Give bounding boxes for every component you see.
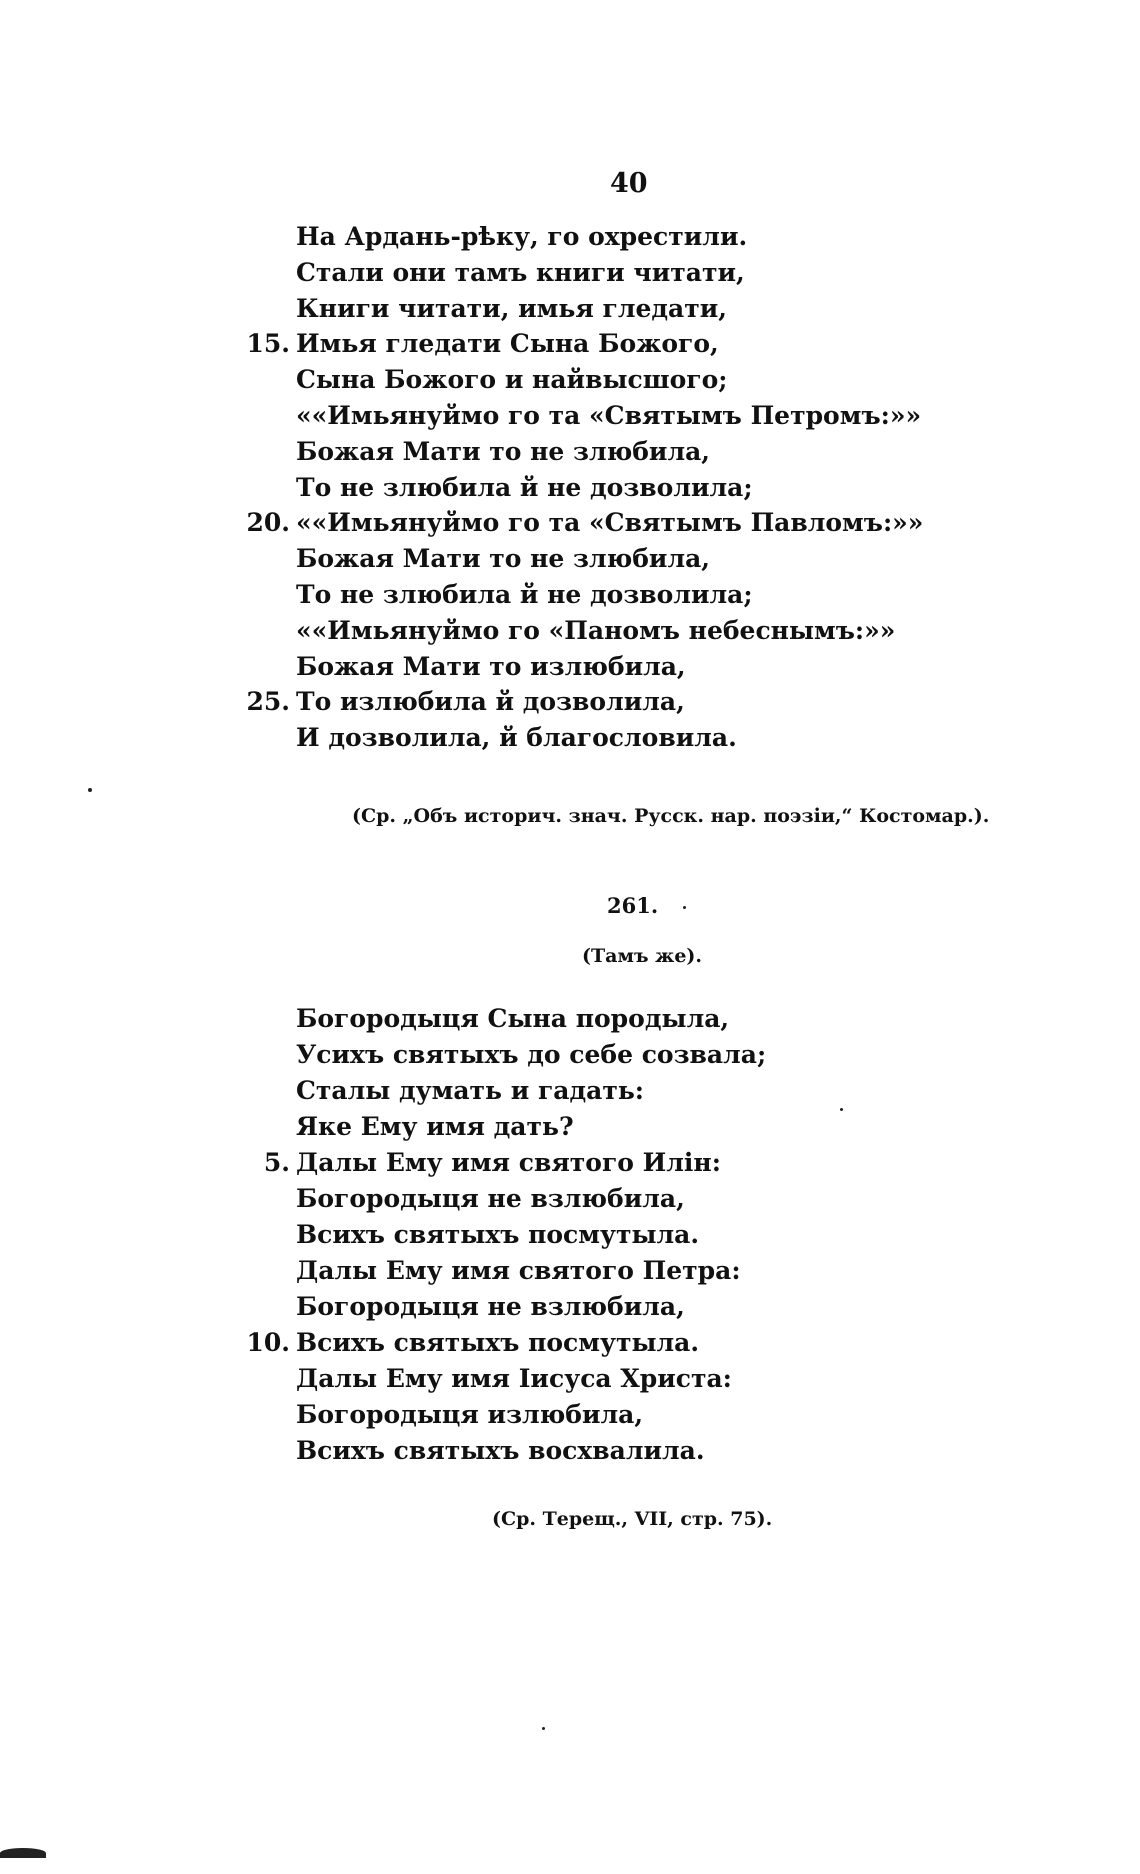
- verse-text: Далы Ему имя святого Илін:: [296, 1148, 721, 1177]
- verse-line: [0, 1076, 1140, 1112]
- scan-speck: [0, 1848, 46, 1858]
- verse-text: Далы Ему имя Іисуса Христа:: [296, 1364, 732, 1393]
- verse-line: [0, 687, 1140, 723]
- verse-line: [0, 1292, 1140, 1328]
- verse-line: [0, 258, 1140, 294]
- scan-speck: [88, 788, 92, 792]
- verse-line: [0, 437, 1140, 473]
- verse-line: [0, 222, 1140, 258]
- verse-text: ««Имьянуймо го та «Святымъ Петромъ:»»: [296, 401, 922, 430]
- verse-text: Далы Ему имя святого Петра:: [296, 1256, 741, 1285]
- verse-text: Богородыця Сына породыла,: [296, 1004, 730, 1033]
- verse-line: [0, 723, 1140, 759]
- verse-line: [0, 294, 1140, 330]
- verse-text: Всихъ святыхъ посмутыла.: [296, 1220, 700, 1249]
- page-number: 40: [610, 168, 648, 199]
- verse-text: Божая Мати то не злюбила,: [296, 436, 711, 466]
- verse-line: [0, 1328, 1140, 1364]
- verse-text: ««Имьянуймо го «Паномъ небеснымъ:»»: [296, 615, 896, 645]
- verse-text: Сталы думать и гадать:: [296, 1076, 645, 1105]
- scan-speck: [840, 1108, 843, 1111]
- verse-text: Божая Мати то не злюбила,: [296, 544, 711, 574]
- verse-line: [0, 1436, 1140, 1472]
- source-note-1: (Ср. „Объ историч. знач. Русск. нар. поэзіи,“ Костомар.).: [352, 805, 990, 827]
- verse-text: Усихъ святыхъ до себе созвала;: [296, 1040, 767, 1069]
- song-number: 261.: [607, 893, 659, 918]
- verse-line: [0, 365, 1140, 401]
- verse-text: Сына Божого и найвысшого;: [296, 365, 728, 395]
- verse-text: На Ардань-рѣку, го охрестили.: [296, 222, 748, 251]
- verse-text: Яке Ему имя дать?: [296, 1112, 574, 1141]
- verse-line: [0, 401, 1140, 437]
- verse-line: [0, 1004, 1140, 1040]
- verse-line: [0, 616, 1140, 652]
- verse-text: Богородыця не взлюбила,: [296, 1292, 685, 1321]
- verse-text: Всихъ святыхъ восхвалила.: [296, 1436, 705, 1465]
- line-number: 10.: [246, 1328, 290, 1357]
- line-number: 25.: [246, 687, 290, 717]
- verse-text: То не злюбила й не дозволила;: [296, 472, 753, 502]
- verse-text: Имья гледати Сына Божого,: [296, 329, 719, 359]
- scan-speck: [542, 1727, 545, 1730]
- line-number: 20.: [246, 508, 290, 538]
- verse-line: [0, 1256, 1140, 1292]
- verse-text: Всихъ святыхъ посмутыла.: [296, 1328, 700, 1357]
- scan-speck: [683, 906, 686, 909]
- verse-text: ««Имьянуймо го та «Святымъ Павломъ:»»: [296, 508, 924, 538]
- verse-text: Богородыця не взлюбила,: [296, 1184, 685, 1213]
- verse-text: Божая Мати то излюбила,: [296, 651, 686, 681]
- verse-line: [0, 1220, 1140, 1256]
- verse-line: [0, 544, 1140, 580]
- verse-line: [0, 652, 1140, 688]
- song-subtitle: (Тамъ же).: [582, 945, 703, 967]
- verse-line: [0, 1400, 1140, 1436]
- source-note-2: (Ср. Терещ., VII, стр. 75).: [492, 1508, 773, 1530]
- verse-line: [0, 1112, 1140, 1148]
- verse-text: Книги читати, имья гледати,: [296, 293, 727, 323]
- verse-line: [0, 1364, 1140, 1400]
- verse-text: Стали они тамъ книги читати,: [296, 257, 745, 287]
- verse-line: [0, 329, 1140, 365]
- verse-line: [0, 473, 1140, 509]
- verse-text: То не злюбила й не дозволила;: [296, 580, 753, 609]
- verse-text: Богородыця излюбила,: [296, 1400, 644, 1429]
- verse-line: [0, 1040, 1140, 1076]
- verse-line: [0, 580, 1140, 616]
- verse-line: [0, 508, 1140, 544]
- verse-line: [0, 1184, 1140, 1220]
- verse-line: [0, 1148, 1140, 1184]
- line-number: 5.: [263, 1148, 290, 1177]
- verse-text: И дозволила, й благословила.: [296, 723, 737, 753]
- verse-text: То излюбила й дозволила,: [296, 687, 685, 717]
- line-number: 15.: [246, 329, 290, 359]
